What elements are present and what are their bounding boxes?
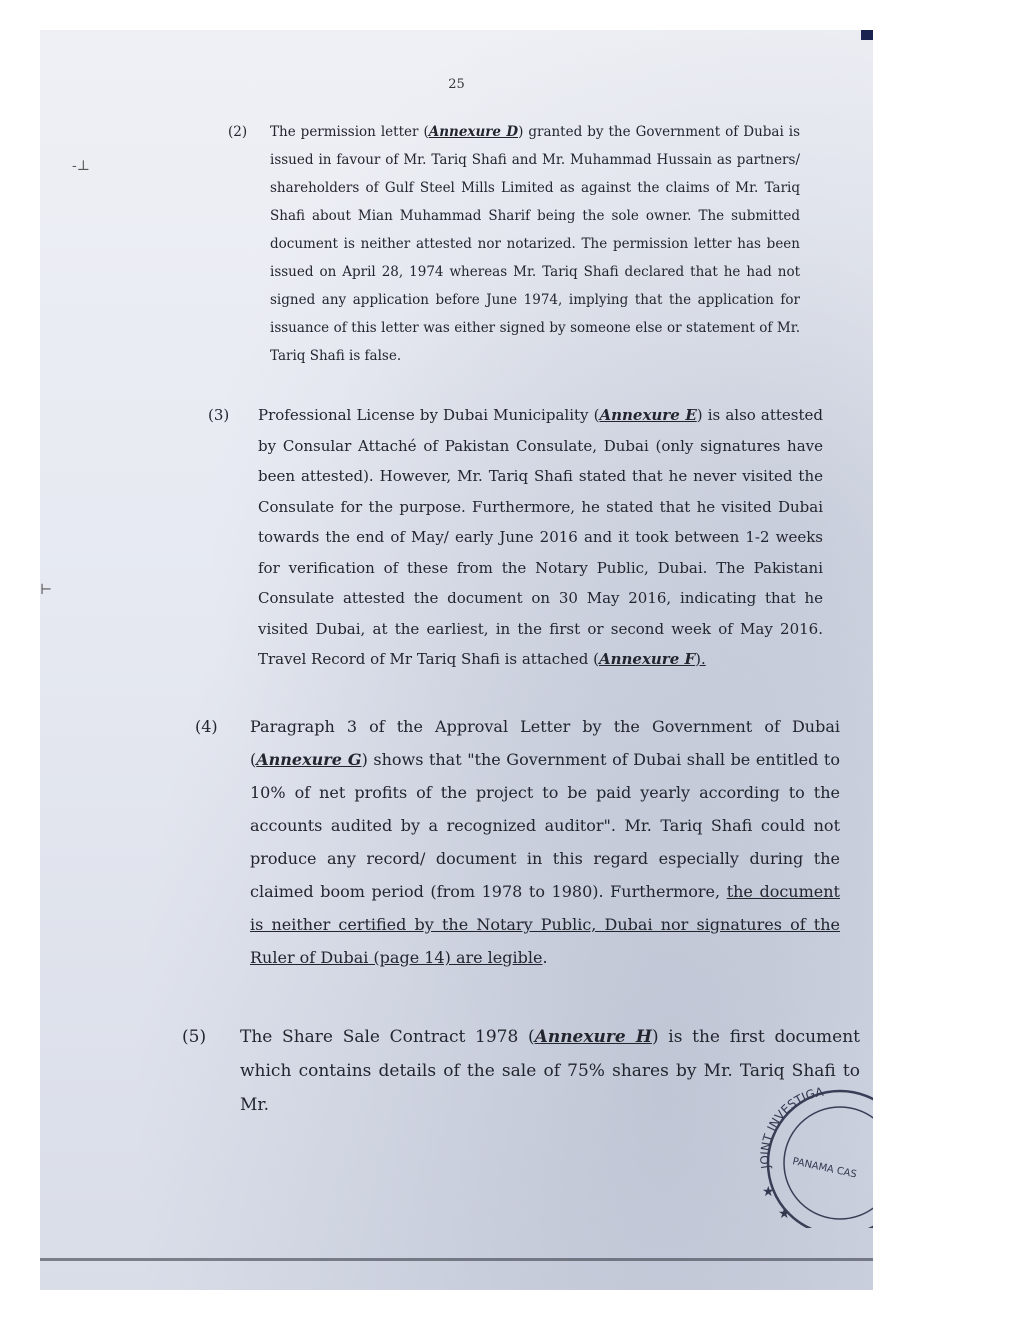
edge-mark	[861, 30, 873, 40]
paragraph-text: Professional License by Dubai Municipality (	[258, 406, 600, 424]
paragraph-text: The Share Sale Contract 1978 (	[240, 1027, 535, 1047]
paragraph-text: ) is the first document which contains details of the sale of 75% shares by Mr. Tariq Shafi to Mr.	[240, 1027, 860, 1115]
annexure-reference: Annexure F	[598, 650, 696, 668]
margin-tick-mark: -⊥	[72, 158, 90, 174]
paragraph-body	[258, 400, 823, 675]
margin-tick-mark: ⊢	[40, 582, 53, 598]
paragraph-number: (3)	[208, 406, 230, 424]
paragraph-text: ) granted by the Government of Dubai is issued in favour of Mr. Tariq Shafi and Mr. Muhammad Hussain as partners/ shareholders of Gulf Steel Mills Limited as against the claims of Mr. Tariq Shafi about Mian Muhammad Sharif being the sole owner. The submitted document is neither attested nor notarized. The permission letter has been issued on April 28, 1974 whereas Mr. Tariq Shafi declared that he had not signed any application before June 1974, implying that the application for issuance of this letter was either signed by someone else or statement of Mr. Tariq Shafi is false.	[270, 124, 801, 364]
page-number: 25	[448, 77, 465, 92]
bottom-rule	[40, 1258, 873, 1261]
annexure-reference: Annexure D	[428, 124, 519, 140]
paragraph-body	[270, 118, 800, 370]
paragraph-number: (2)	[228, 124, 248, 140]
underlined-text: the document is neither certified by the Notary Public, Dubai nor signatures of the Ruler of Dubai (page 14) are legible	[250, 882, 840, 967]
paragraph-text: ) is also attested by Consular Attaché of Pakistan Consulate, Dubai (only signatures have been attested). However, Mr. Tariq Shafi stated that he never visited the Consulate for the purpose. Furthermore, he stated that he visited Dubai towards the end of May/ early June 2016 and it took between 1-2 weeks for verification of these from the Notary Public, Dubai. The Pakistani Consulate attested the document on 30 May 2016, indicating that he visited Dubai, at the earliest, in the first or second week of May 2016. Travel Record of Mr Tariq Shafi is attached (	[258, 406, 824, 668]
paragraph-number: (5)	[182, 1027, 207, 1047]
annexure-reference: Annexure G	[256, 750, 362, 769]
annexure-reference: Annexure H	[534, 1027, 652, 1047]
paragraph-text: Paragraph 3 of the Approval Letter by the Government of Dubai (	[250, 717, 840, 769]
document-photo	[40, 30, 873, 1290]
stamp-middle-text: PANAMA CAS	[791, 1156, 858, 1181]
stamp-star-icon: ★	[762, 1184, 775, 1200]
paragraph-text: .	[542, 948, 548, 967]
paragraph-number: (4)	[195, 717, 218, 736]
paragraph-text: ) shows that "the Government of Dubai shall be entitled to 10% of net profits of the project to be paid yearly according to the accounts audited by a recognized auditor". Mr. Tariq Shafi could not produce any record/ document in this regard especially during the claimed boom period (from 1978 to 1980). Furthermore,	[250, 750, 840, 901]
annexure-reference: Annexure E	[599, 406, 697, 424]
stamp-top-text: JOINT INVESTIGA	[757, 1084, 825, 1170]
stamp-star-icon: ★	[778, 1206, 791, 1222]
paragraph-text: ).	[695, 650, 706, 668]
official-stamp	[740, 1078, 873, 1228]
paragraph-body	[250, 710, 840, 974]
paragraph-text: The permission letter (	[270, 124, 429, 140]
